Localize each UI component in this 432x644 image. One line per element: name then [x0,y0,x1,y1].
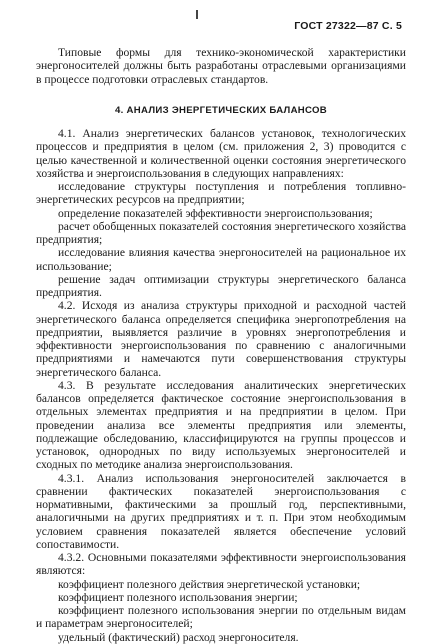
list-item: коэффициент полезного действия энергетической установки; [58,577,361,591]
scan-mark [196,10,198,19]
list-item: коэффициент полезного использования энергии; [58,590,298,604]
document-body [36,46,406,644]
paragraph-4-3-2: 4.3.2. Основными показателями эффективности энергоиспользования являются: [36,551,406,578]
list-item: исследование структуры поступления и потребления топливно-энергетических ресурсов на предприятии; [36,180,406,207]
list-item: решение задач оптимизации структуры энергетического баланса предприятия. [36,272,406,299]
page-header: ГОСТ 27322—87 С. 5 [294,20,402,32]
list-item: определение показателей эффективности энергоиспользования; [58,206,373,220]
list-item: удельный (фактический) расход энергоносителя. [58,630,299,644]
paragraph-4-2: 4.2. Исходя из анализа структуры приходной и расходной частей энергетического баланса определяется специфика энергопотребления на предприятии, выявляется различие в уровнях энергопотребления и эффективности энергоиспользования по сравнению с аналогичными предприятиями и намечаются пути совершенствования структуры энергетического баланса. [36,299,406,379]
list-item: исследование влияния качества энергоносителей на рациональное их использование; [36,246,406,273]
list-item: расчет обобщенных показателей состояния энергетического хозяйства предприятия; [36,219,406,246]
list-item: коэффициент полезного использования энергии по отдельным видам и параметрам энергоносителей; [36,604,406,631]
section-heading: 4. АНАЛИЗ ЭНЕРГЕТИЧЕСКИХ БАЛАНСОВ [114,104,328,116]
intro-paragraph: Типовые формы для технико-экономической характеристики энергоносителей должны быть разработаны отраслевыми организациями в процессе подготовки отраслевых стандартов. [36,46,406,86]
paragraph-4-3: 4.3. В результате исследования аналитических энергетических балансов определяется фактическое состояние энергоиспользования в отдельных элементах предприятия и на предприятии в целом. При проведении анализа все элементы предприятия или элементы, подлежащие обследованию, классифицируются на группы процессов и установок, однородных по виду используемых энергоносителей и сходных по методике анализа энергоиспользования. [36,378,406,472]
paragraph-4-1: 4.1. Анализ энергетических балансов установок, технологических процессов и предприятия в целом (см. приложения 2, 3) проводится с целью качественной и количественной оценки состояния энергетического хозяйства и энергоиспользования в следующих направлениях: [36,127,406,180]
paragraph-4-3-1: 4.3.1. Анализ использования энергоносителей заключается в сравнении фактических показателей энергоиспользования с нормативными, фактическими за прошлый год, перспективными, аналогичными на других предприятиях и т. п. При этом необходимым условием сравнения показателей является обеспечение условий сопоставимости. [36,471,406,551]
